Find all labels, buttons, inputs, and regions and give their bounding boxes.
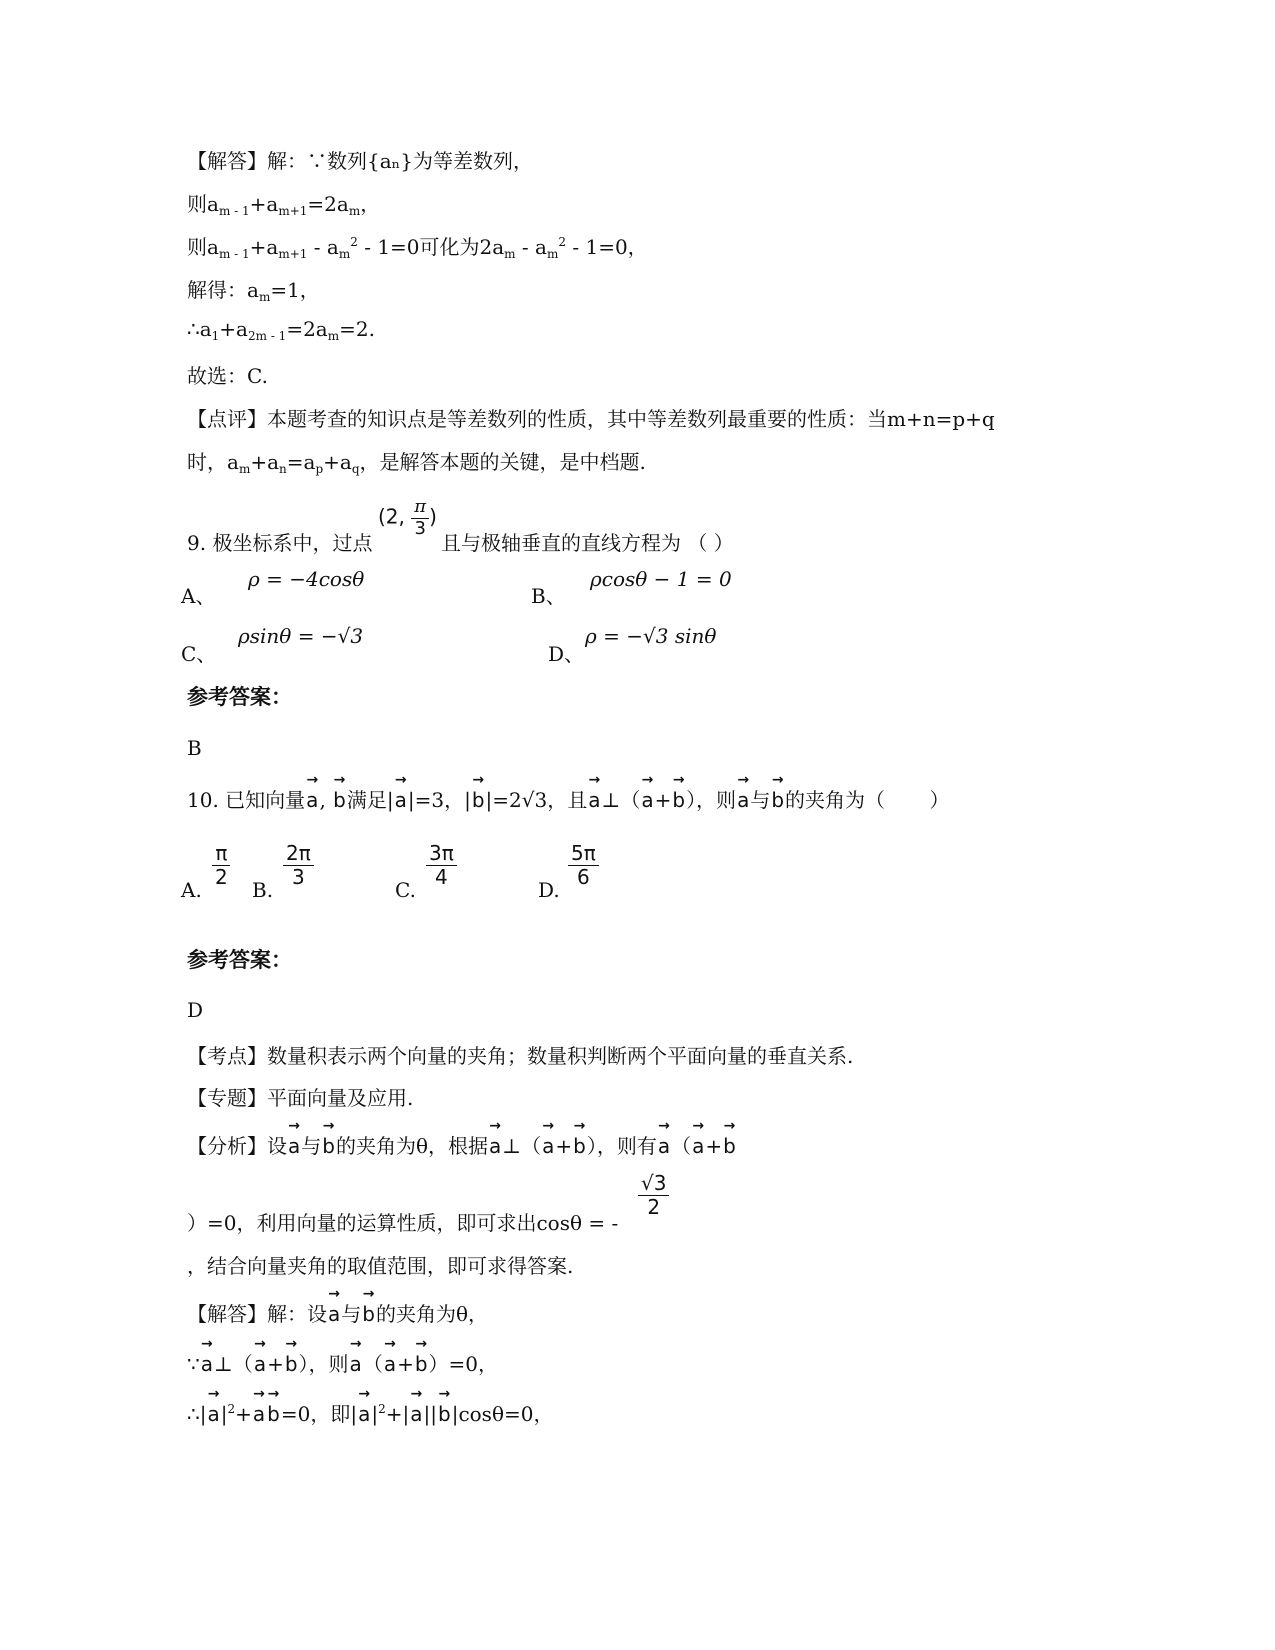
q9-option-c-expr: ρsinθ = −√3: [238, 624, 364, 648]
q10-option-d-frac: [568, 842, 599, 889]
q10-option-d-label: D.: [538, 878, 560, 902]
solution-heading: [187, 145, 533, 174]
solution-line-3: 则$a_{m - 1}+a_{m+1} - a_m^2 - 1=0$可化为$2a_m - a_m^2 - 1=0$，: [187, 235, 648, 261]
q10-d-num: 5π: [568, 842, 599, 866]
q9-option-d-expr: ρ = −√3 sinθ: [585, 624, 717, 648]
q9-option-b-expr: ρcosθ − 1 = 0: [590, 567, 732, 591]
solution-line-5: $\therefore a_1+a_{2m - 1}=2a_m=2$.: [187, 317, 375, 343]
fenxi-line-1: 【分析】设→ a与→ b的夹角为θ，根据→ a⊥（→ a+→ b），则有→ a（→ a+→ b: [187, 1130, 737, 1159]
solution-line-2: 则$a_{m - 1}+a_{m+1}=2a_m$，: [187, 192, 381, 218]
q10-answer-heading: 参考答案：: [187, 948, 292, 972]
q9-option-d-label: D、: [548, 642, 585, 666]
q9-option-a-label: A、: [181, 584, 216, 608]
q10-answer: D: [187, 998, 204, 1022]
q10-option-b-label: B.: [252, 878, 274, 902]
q10-b-num: 2π: [283, 842, 314, 866]
q9-answer: B: [187, 736, 202, 760]
kaodian-line: 【考点】数量积表示两个向量的夹角；数量积判断两个平面向量的垂直关系.: [187, 1044, 854, 1068]
solution-line-6: 故选：C.: [187, 364, 268, 388]
fenxi-line-2: ）=0，利用向量的运算性质，即可求出cosθ = -: [187, 1211, 619, 1235]
q10-option-a-frac: [212, 842, 231, 889]
q9-option-a-expr: ρ = −4cosθ: [248, 567, 365, 591]
q10-b-den: 3: [292, 865, 305, 889]
solution-line-4: 解得：$a_m=1$，: [187, 278, 320, 304]
solution-line-1: 【解答】解：∵数列{aₙ}为等差数列，: [187, 149, 534, 173]
q10-c-den: 4: [435, 865, 448, 889]
q9-point: (2, $\frac{\pi}{3}$ ): [378, 496, 437, 539]
q9-answer-heading: 参考答案：: [187, 685, 292, 709]
zhuanti-line: 【专题】平面向量及应用.: [187, 1086, 414, 1110]
jieda-line-2: ∵→ a⊥（→ a+→ b），则→ a（→ a+→ b）=0，: [187, 1348, 498, 1377]
q10-a-num: π: [212, 842, 230, 866]
fenxi-sqrt3-frac: $\frac{√3}{2}$: [638, 1172, 669, 1219]
q10-option-c-frac: [426, 842, 457, 889]
q10-option-a-label: A.: [181, 878, 202, 902]
q10-stem: 10. 已知向量→ a, → b满足|→ a|=3，|→ b|=2√3，且→ a⊥（→ a+→ b），则→ a与→ b的夹角为（ ）: [187, 784, 950, 813]
fenxi-line-3: ，结合向量夹角的取值范围，即可求得答案.: [187, 1254, 574, 1278]
q9-stem: [187, 527, 372, 556]
jieda-line-1: 【解答】解：设→ a与→ b的夹角为θ，: [187, 1298, 488, 1327]
q10-a-den: 2: [215, 865, 228, 889]
q9-stem-part-b: 且与极轴垂直的直线方程为 （ ）: [441, 531, 734, 555]
q10-d-den: 6: [577, 865, 590, 889]
q10-c-num: 3π: [426, 842, 457, 866]
review-line-2: 时，$a_m+a_n=a_p+a_q$，是解答本题的关键，是中档题.: [187, 450, 646, 476]
q9-option-b-label: B、: [531, 584, 566, 608]
q10-option-c-label: C.: [395, 878, 416, 902]
review-line-1: 【点评】本题考查的知识点是等差数列的性质，其中等差数列最重要的性质：当m+n=p+q: [187, 407, 995, 431]
q10-option-b-frac: [283, 842, 314, 889]
q9-option-c-label: C、: [181, 642, 217, 666]
q9-stem-part-a: 9. 极坐标系中，过点: [187, 531, 373, 555]
jieda-line-3: ∴|→ $a|^2+\to a\to b=0$，即|→ $a|^2+|\to a||\to b|\cos\theta=0$，: [187, 1398, 553, 1427]
